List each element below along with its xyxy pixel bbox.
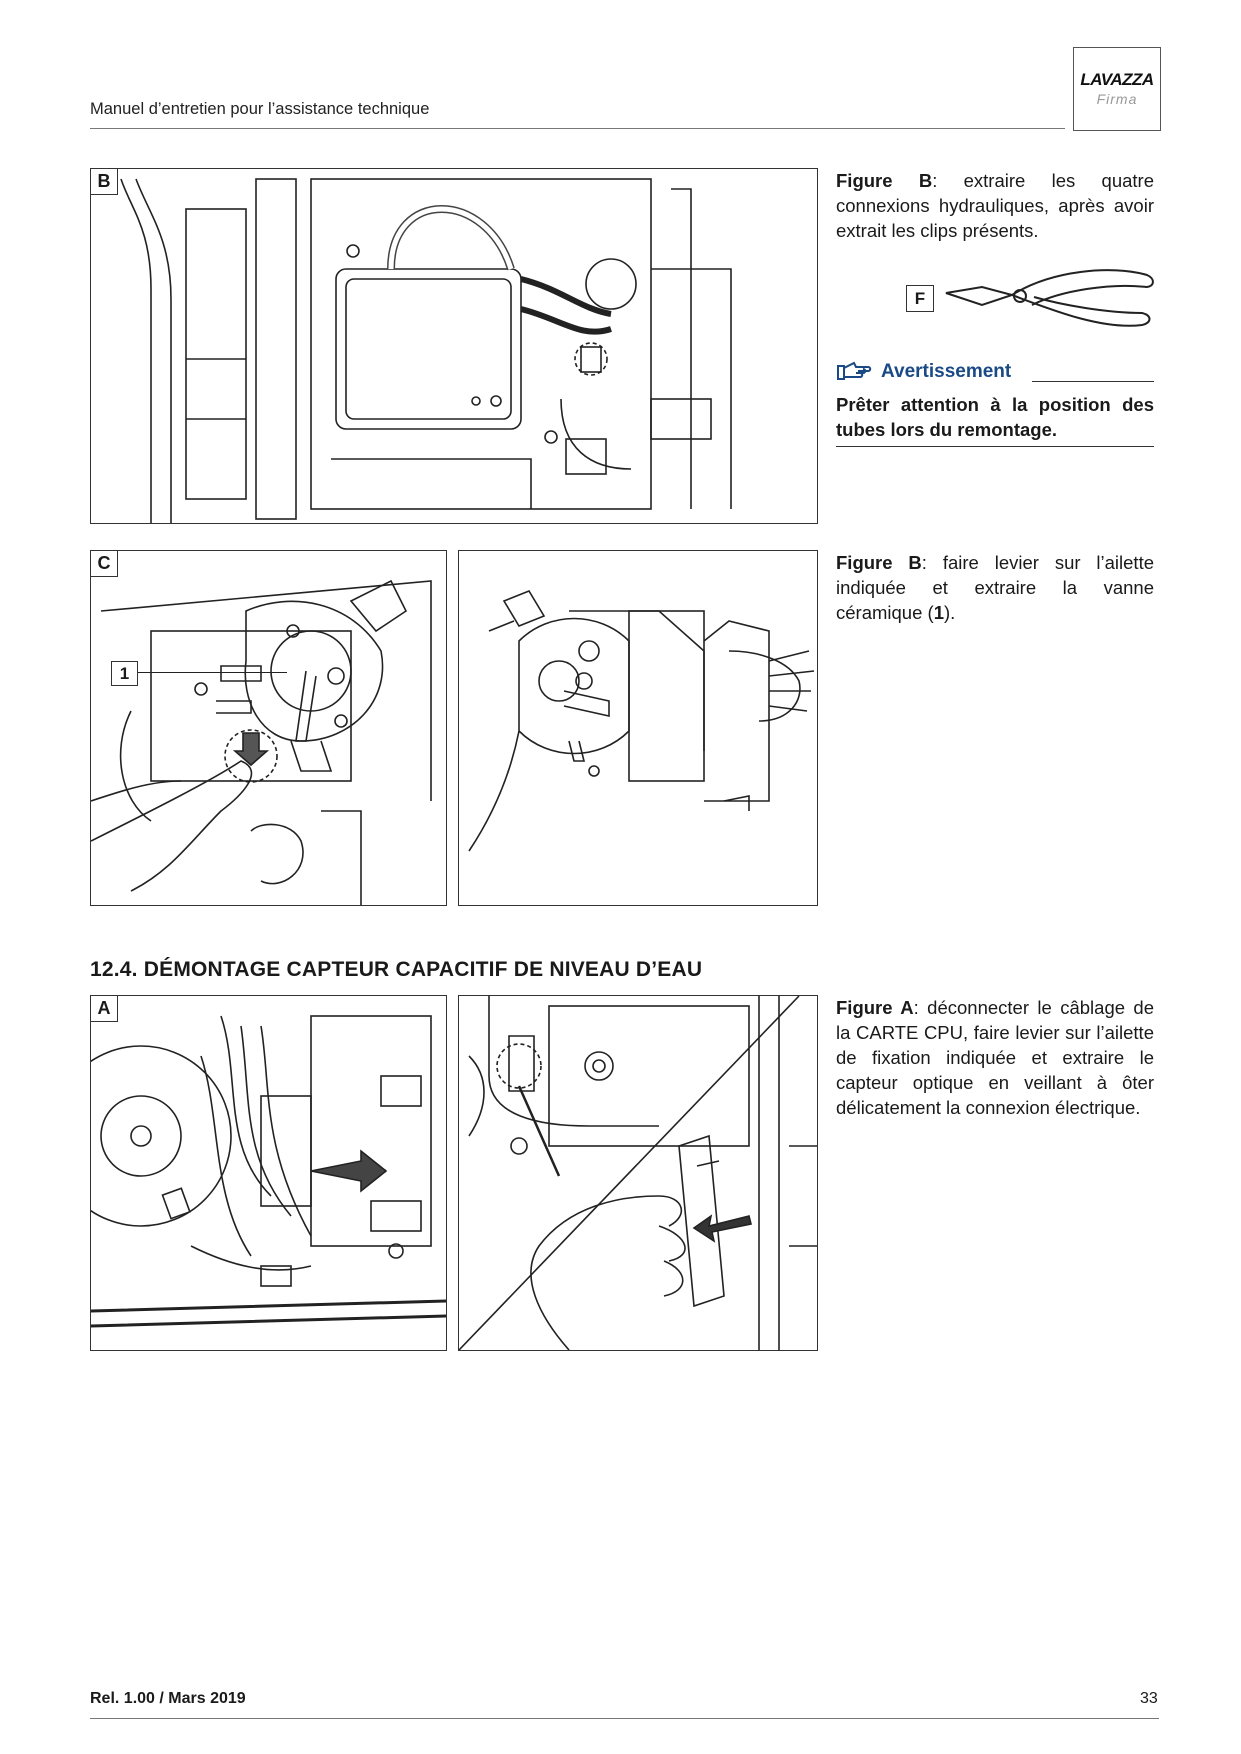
figure-a-drawing-right [459, 996, 817, 1350]
figure-c-instruction-text-2: ). [943, 602, 956, 623]
warning-title-rule [1032, 381, 1154, 382]
pointing-hand-icon [836, 360, 872, 382]
warning-title: Avertissement [881, 361, 1012, 382]
figure-b-label: B [91, 169, 118, 195]
figure-c-ref: Figure B [836, 552, 922, 573]
page-number: 33 [1140, 1690, 1158, 1707]
figure-a-illustration-right [458, 995, 818, 1351]
figure-a-drawing-left [91, 996, 446, 1350]
figure-c-instruction-text-1: : faire levier sur l’ailette indiquée et extraire la vanne céramique ( [836, 552, 1155, 623]
header-title: Manuel d’entretien pour l’assistance technique [90, 100, 430, 118]
footer-release: Rel. 1.00 / Mars 2019 [90, 1690, 246, 1707]
pliers-icon [942, 265, 1160, 335]
figure-a-ref: Figure A [836, 997, 914, 1018]
figure-c-instruction [836, 550, 1154, 625]
figure-a-label: A [91, 996, 118, 1022]
warning-bottom-rule [836, 446, 1154, 447]
brand-logo [1073, 47, 1161, 131]
logo-wordmark: LAVAZZA [1080, 70, 1154, 89]
figure-b-instruction [836, 168, 1154, 243]
figure-c-drawing-left [91, 551, 446, 905]
section-heading: 12.4. DÉMONTAGE CAPTEUR CAPACITIF DE NIVEAU D’EAU [90, 958, 703, 981]
figure-b-illustration [90, 168, 818, 524]
logo-subline: Firma [1096, 91, 1138, 107]
warning-text: Prêter attention à la position des tubes lors du remontage. [836, 394, 1154, 440]
footer-divider [90, 1718, 1159, 1719]
figure-c-callout-1: 1 [111, 661, 138, 686]
figure-a-instruction-text: : déconnecter le câblage de la CARTE CPU, faire levier sur l’ailette de fixation indiquée et extraire le capteur optique en veillant à ôter délicatement la connexion électrique. [836, 997, 1155, 1118]
figure-a-illustration-left [90, 995, 447, 1351]
figure-c-leader-line [137, 672, 287, 673]
tool-label: F [906, 285, 934, 312]
figure-b-drawing [91, 169, 817, 523]
figure-a-instruction [836, 995, 1154, 1120]
figure-c-illustration-left [90, 550, 447, 906]
figure-c-drawing-right [459, 551, 817, 905]
figure-b-instruction-text: : extraire les quatre connexions hydrauliques, après avoir extrait les clips présents. [836, 170, 1154, 241]
figure-c-label: C [91, 551, 118, 577]
header-divider [90, 128, 1065, 129]
figure-b-ref: Figure B [836, 170, 933, 191]
figure-c-illustration-right [458, 550, 818, 906]
figure-c-part-number: 1 [933, 602, 944, 623]
